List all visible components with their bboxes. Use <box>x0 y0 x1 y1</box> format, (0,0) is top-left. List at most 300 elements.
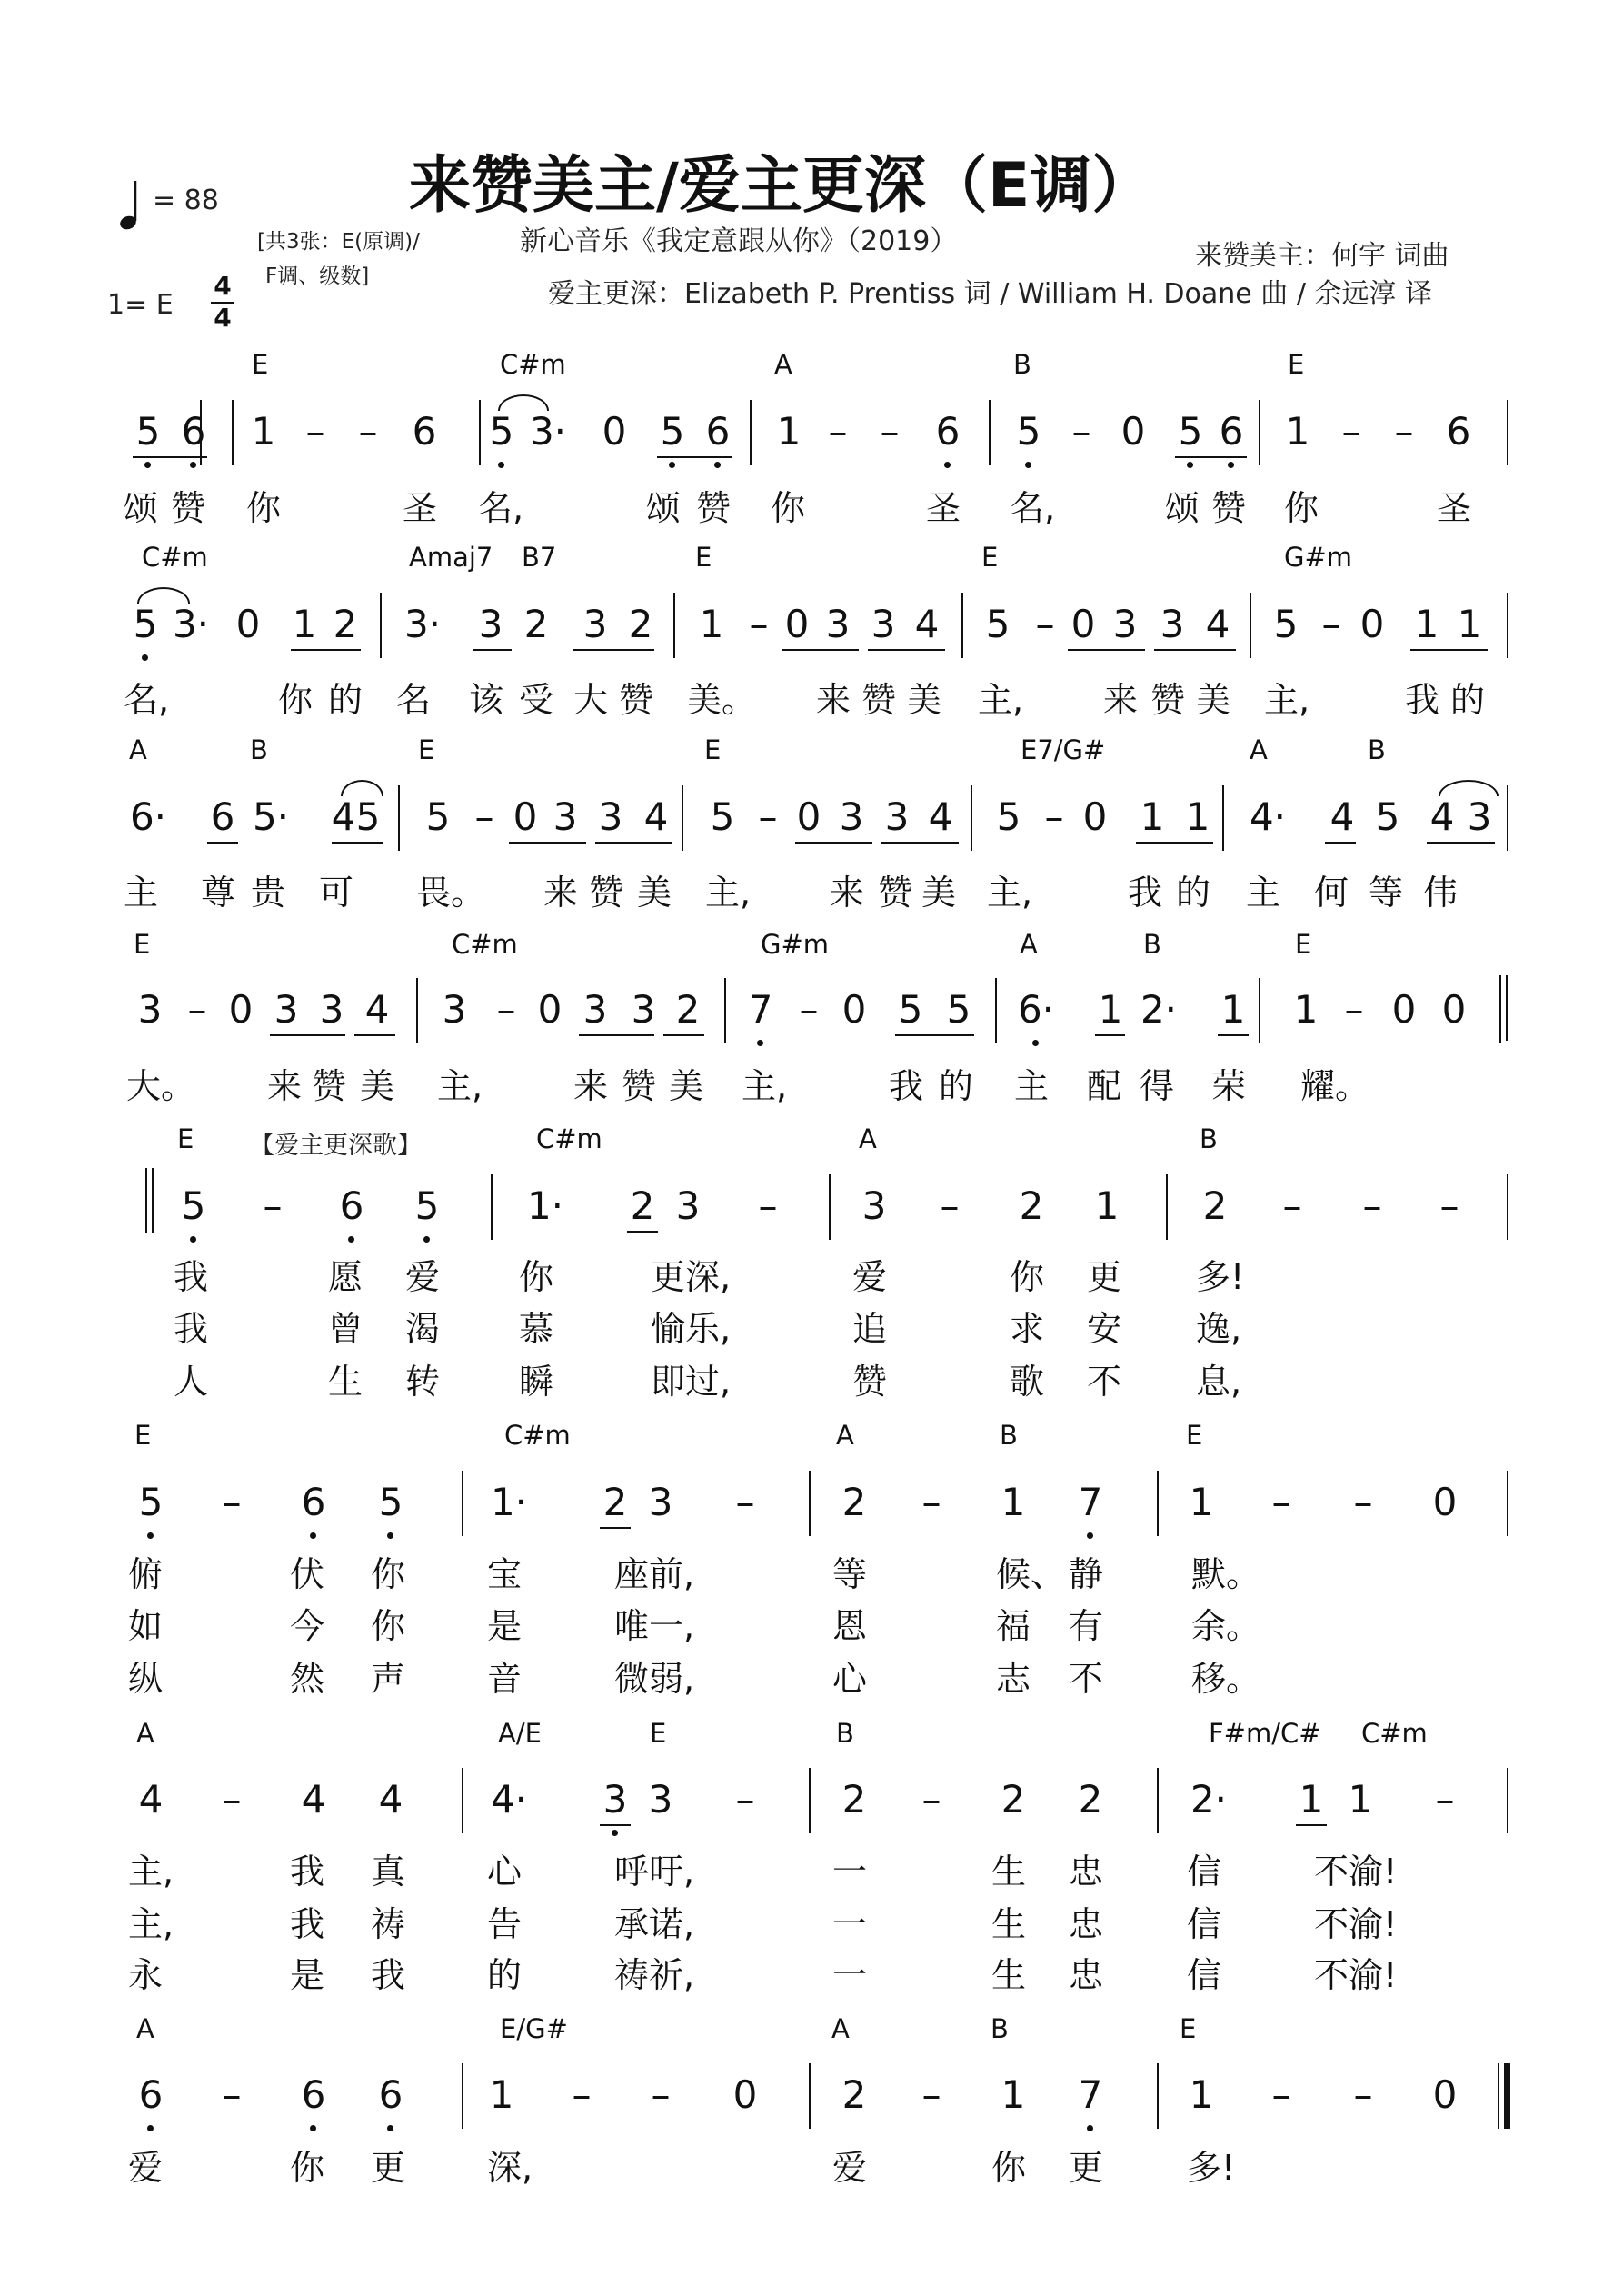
low-octave-dot <box>498 462 504 468</box>
lyric-syllable: 的 <box>1450 680 1486 720</box>
beam-underline <box>1175 456 1247 458</box>
tie-slur <box>137 587 190 604</box>
jianpu-note: 4 <box>331 794 356 839</box>
lyric-syllable: 瞬 <box>519 1362 554 1402</box>
beam-underline <box>627 1231 658 1233</box>
barline <box>1157 1471 1159 1536</box>
jianpu-note: 5 <box>985 602 1011 646</box>
jianpu-note: 5· <box>252 794 290 839</box>
jianpu-note: 5 <box>425 794 451 839</box>
first-system-start-bar <box>232 400 234 465</box>
lyric-syllable: 美 <box>1196 680 1231 720</box>
jianpu-note: 1 <box>1140 794 1165 839</box>
lyric-syllable: 来 <box>267 1066 303 1106</box>
lyric-syllable: 赞 <box>696 488 732 528</box>
lyric-syllable: 赞 <box>1211 488 1247 528</box>
jianpu-note: 1 <box>776 409 802 454</box>
jianpu-note: 3 <box>582 987 608 1032</box>
chord-symbol: A/E <box>498 1718 542 1749</box>
jianpu-note: 3 <box>631 987 656 1032</box>
jianpu-note: 3 <box>675 1183 701 1228</box>
jianpu-note: 4 <box>301 1777 326 1822</box>
jianpu-note: 3 <box>1112 602 1138 646</box>
lyric-syllable: 赞 <box>171 488 206 528</box>
lyric-syllable: 纵 <box>128 1659 164 1699</box>
jianpu-note: 6 <box>210 794 235 839</box>
jianpu-note: 1 <box>1299 1777 1324 1822</box>
lyric-syllable: 默。 <box>1191 1554 1261 1594</box>
jianpu-note: 0 <box>1120 409 1146 454</box>
chord-symbol: E <box>134 1420 152 1451</box>
jianpu-note: 5 <box>1375 794 1400 839</box>
jianpu-note: – <box>1071 409 1091 454</box>
jianpu-note: 0 <box>1391 987 1417 1032</box>
chord-symbol: E <box>704 734 722 765</box>
lyric-syllable: 你 <box>290 2148 325 2188</box>
lyric-syllable: 追 <box>852 1309 888 1349</box>
jianpu-note: – <box>651 2072 671 2117</box>
jianpu-note: 4 <box>1205 602 1230 646</box>
low-octave-dot <box>190 1236 196 1243</box>
jianpu-note: 2 <box>602 1480 628 1524</box>
low-octave-dot <box>310 1532 316 1539</box>
chord-symbol: G#m <box>761 929 830 960</box>
chord-symbol: A <box>859 1123 877 1154</box>
jianpu-note: 1 <box>292 602 317 646</box>
jianpu-note: 2 <box>675 987 701 1032</box>
jianpu-note: 2 <box>1001 1777 1026 1822</box>
low-octave-dot <box>142 654 148 661</box>
lyric-syllable: 等 <box>832 1554 868 1594</box>
barline <box>1259 400 1260 465</box>
jianpu-note: 4 <box>643 794 669 839</box>
lyric-syllable: 安 <box>1087 1309 1122 1349</box>
lyric-syllable: 我 <box>371 1955 406 1995</box>
lyric-syllable: 你 <box>1010 1257 1045 1297</box>
jianpu-note: 2 <box>1202 1183 1228 1228</box>
chord-symbol: A <box>774 349 792 380</box>
chord-symbol: B <box>1000 1420 1018 1451</box>
jianpu-note: 0 <box>1082 794 1108 839</box>
beam-underline <box>1410 649 1488 651</box>
jianpu-note: 6 <box>1219 409 1244 454</box>
lyric-syllable: 一 <box>832 1852 868 1892</box>
lyric-syllable: 主, <box>978 680 1024 720</box>
lyric-syllable: 曾 <box>328 1309 363 1349</box>
chord-symbol: B <box>1143 929 1161 960</box>
barline <box>1499 978 1501 1043</box>
jianpu-note: 1· <box>490 1480 528 1524</box>
jianpu-note: 0 <box>732 2072 758 2117</box>
chord-symbol: G#m <box>1284 542 1353 573</box>
chord-symbol: E <box>252 349 269 380</box>
jianpu-note: – <box>474 794 494 839</box>
lyric-syllable: 我 <box>889 1066 924 1106</box>
jianpu-note: 3 <box>839 794 864 839</box>
barline <box>1166 1174 1168 1240</box>
section-start-double-bar <box>145 1168 147 1233</box>
jianpu-note: – <box>880 409 900 454</box>
jianpu-note: – <box>1353 2072 1373 2117</box>
lyric-syllable: 息, <box>1196 1362 1242 1402</box>
lyric-syllable: 多! <box>1187 2148 1236 2188</box>
beam-underline <box>1154 649 1236 651</box>
jianpu-note: 2· <box>1190 1777 1228 1822</box>
sheet-note-line2: F调、级数] <box>265 265 370 288</box>
lyric-syllable: 我 <box>290 1852 325 1892</box>
jianpu-note: 6· <box>1017 987 1055 1032</box>
lyric-syllable: 如 <box>128 1606 164 1646</box>
low-octave-dot <box>1087 2125 1093 2131</box>
lyric-syllable: 耀。 <box>1300 1066 1370 1106</box>
lyric-syllable: 今 <box>290 1606 325 1646</box>
credit-praise-song: 来赞美主：何宇 词曲 <box>1195 240 1449 272</box>
beam-underline <box>1136 842 1213 844</box>
lyric-syllable: 名, <box>1010 488 1056 528</box>
jianpu-note: 3 <box>319 987 344 1032</box>
beam-underline <box>354 1034 395 1036</box>
lyric-syllable: 心 <box>487 1852 523 1892</box>
jianpu-note: – <box>358 409 378 454</box>
lyric-syllable: 信 <box>1187 1955 1222 1995</box>
jianpu-note: 0 <box>537 987 563 1032</box>
jianpu-note: – <box>496 987 516 1032</box>
lyric-syllable: 来 <box>816 680 851 720</box>
lyric-syllable: 贵 <box>251 873 286 913</box>
jianpu-note: 1 <box>1189 2072 1214 2117</box>
lyric-syllable: 是 <box>487 1606 523 1646</box>
lyric-syllable: 你 <box>519 1257 554 1297</box>
beam-underline <box>579 1034 654 1036</box>
lyric-syllable: 信 <box>1187 1904 1222 1944</box>
lyric-syllable: 主, <box>128 1904 174 1944</box>
lyric-syllable: 赞 <box>589 873 624 913</box>
beam-underline <box>1427 842 1495 844</box>
beam-underline <box>868 649 945 651</box>
chord-symbol: B <box>1013 349 1031 380</box>
jianpu-note: 1 <box>1220 987 1246 1032</box>
lyric-syllable: 深, <box>487 2148 533 2188</box>
song-title: 来赞美主/爱主更深（E调） <box>409 150 1154 222</box>
jianpu-note: 6 <box>1446 409 1471 454</box>
tie-slur <box>498 394 549 411</box>
lyric-syllable: 慕 <box>519 1309 554 1349</box>
jianpu-note: 6 <box>705 409 731 454</box>
lyric-syllable: 微弱, <box>614 1659 695 1699</box>
jianpu-note: 5 <box>378 1480 403 1524</box>
beam-underline <box>1218 1034 1249 1036</box>
jianpu-note: 5 <box>1273 602 1299 646</box>
lyric-syllable: 美 <box>669 1066 704 1106</box>
jianpu-note: 2 <box>1078 1777 1103 1822</box>
lyric-syllable: 美 <box>921 873 957 913</box>
chord-symbol: C#m <box>504 1420 571 1451</box>
jianpu-note: – <box>1282 1183 1302 1228</box>
lyric-syllable: 颂 <box>1165 488 1200 528</box>
jianpu-note: 1 <box>1001 1480 1026 1524</box>
quarter-note-icon <box>118 177 145 235</box>
jianpu-note: 1 <box>1189 1480 1214 1524</box>
jianpu-note: 3· <box>403 602 442 646</box>
lyric-syllable: 主, <box>742 1066 788 1106</box>
lyric-syllable: 我 <box>1405 680 1440 720</box>
barline <box>416 978 418 1043</box>
jianpu-note: 6 <box>412 409 437 454</box>
lyric-syllable: 更深, <box>651 1257 732 1297</box>
barline <box>750 400 752 465</box>
lyric-syllable: 你 <box>771 488 806 528</box>
low-octave-dot <box>423 1236 430 1243</box>
low-octave-dot <box>1025 462 1031 468</box>
barline <box>971 785 972 851</box>
low-octave-dot <box>1187 462 1193 468</box>
barline <box>1507 593 1508 658</box>
lyric-syllable: 然 <box>290 1659 325 1699</box>
beam-underline <box>595 842 672 844</box>
lyric-syllable: 祷 <box>371 1904 406 1944</box>
jianpu-note: 6 <box>339 1183 364 1228</box>
jianpu-note: 6 <box>301 2072 326 2117</box>
barline <box>1507 1471 1508 1536</box>
lyric-syllable: 心 <box>832 1659 868 1699</box>
lyric-syllable: 我 <box>290 1904 325 1944</box>
jianpu-note: – <box>263 1183 283 1228</box>
low-octave-dot <box>944 462 951 468</box>
lyric-syllable: 赞 <box>861 680 897 720</box>
jianpu-note: 1 <box>1293 987 1319 1032</box>
chord-symbol: A <box>129 734 147 765</box>
jianpu-note: 4 <box>378 1777 403 1822</box>
jianpu-note: 4· <box>490 1777 528 1822</box>
barline <box>809 1471 811 1536</box>
beam-underline <box>782 649 859 651</box>
lyric-syllable: 名 <box>396 680 432 720</box>
lyric-syllable: 静 <box>1069 1554 1104 1594</box>
jianpu-note: 4 <box>928 794 953 839</box>
lyric-syllable: 音 <box>487 1659 523 1699</box>
beam-underline <box>1296 1824 1327 1826</box>
low-octave-dot <box>387 2125 393 2131</box>
lyric-syllable: 的 <box>487 1955 523 1995</box>
beam-underline <box>1095 1034 1125 1036</box>
jianpu-note: 3 <box>274 987 299 1032</box>
jianpu-note: 0 <box>602 409 627 454</box>
lyric-syllable: 不渝! <box>1314 1955 1398 1995</box>
lyric-syllable: 圣 <box>926 488 961 528</box>
lyric-syllable: 主, <box>437 1066 483 1106</box>
jianpu-note: 3 <box>137 987 163 1032</box>
jianpu-note: – <box>735 1480 755 1524</box>
barline <box>1250 593 1251 658</box>
lyric-syllable: 来 <box>573 1066 609 1106</box>
jianpu-note: 4· <box>1249 794 1287 839</box>
jianpu-note: 0 <box>1432 1480 1458 1524</box>
lyric-syllable: 圣 <box>1437 488 1472 528</box>
jianpu-note: – <box>1271 2072 1291 2117</box>
refrain-end-double-bar <box>1506 975 1508 1041</box>
jianpu-note: 5 <box>1016 409 1041 454</box>
jianpu-note: – <box>758 1183 778 1228</box>
jianpu-note: 3 <box>871 602 896 646</box>
beam-underline <box>600 1527 631 1529</box>
lyric-syllable: 美 <box>907 680 942 720</box>
beam-underline <box>1325 842 1356 844</box>
lyric-syllable: 生 <box>991 1955 1027 1995</box>
lyric-syllable: 你 <box>278 680 314 720</box>
barline <box>1507 1768 1508 1833</box>
lyric-syllable: 可 <box>319 873 354 913</box>
lyric-syllable: 的 <box>1176 873 1211 913</box>
chord-symbol: E <box>177 1123 194 1154</box>
lyric-syllable: 移。 <box>1191 1659 1261 1699</box>
jianpu-note: 5 <box>996 794 1021 839</box>
lyric-syllable: 愉乐, <box>651 1309 732 1349</box>
beam-underline <box>291 649 361 651</box>
jianpu-note: 0 <box>228 987 254 1032</box>
jianpu-note: – <box>1321 602 1341 646</box>
lyric-syllable: 爱 <box>405 1257 441 1297</box>
barline <box>398 785 400 851</box>
chord-symbol: C#m <box>142 542 208 573</box>
lyric-syllable: 的 <box>328 680 363 720</box>
lyric-syllable: 恩 <box>832 1606 868 1646</box>
lyric-syllable: 赞 <box>1150 680 1186 720</box>
jianpu-note: – <box>572 2072 592 2117</box>
chord-symbol: A <box>1250 734 1268 765</box>
jianpu-note: – <box>1344 987 1364 1032</box>
barline <box>462 1471 463 1536</box>
jianpu-note: 2 <box>841 1480 867 1524</box>
lyric-syllable: 来 <box>830 873 865 913</box>
jianpu-note: 3 <box>825 602 851 646</box>
jianpu-note: 5 <box>489 409 514 454</box>
lyric-syllable: 主 <box>1246 873 1281 913</box>
beam-underline <box>473 649 512 651</box>
credit-more-love: 爱主更深：Elizabeth P. Prentiss 词 / William H. Doane 曲 / 余远淳 译 <box>548 278 1432 310</box>
jianpu-note: 1 <box>1414 602 1439 646</box>
jianpu-note: 3 <box>478 602 503 646</box>
lyric-syllable: 你 <box>991 2148 1027 2188</box>
chord-symbol: B7 <box>522 542 557 573</box>
lyric-syllable: 愿 <box>328 1257 363 1297</box>
jianpu-note: 1 <box>1285 409 1310 454</box>
low-octave-dot <box>310 2125 316 2131</box>
beam-underline <box>600 1824 631 1826</box>
lyric-syllable: 配 <box>1087 1066 1122 1106</box>
lyric-syllable: 志 <box>996 1659 1031 1699</box>
lyric-syllable: 主, <box>1264 680 1310 720</box>
low-octave-dot <box>387 1532 393 1539</box>
beam-underline <box>1068 649 1145 651</box>
jianpu-note: 1· <box>526 1183 564 1228</box>
jianpu-note: 5 <box>414 1183 440 1228</box>
lyric-syllable: 大 <box>573 680 609 720</box>
tempo-marking: = 88 <box>153 185 219 216</box>
jianpu-note: 3 <box>553 794 578 839</box>
jianpu-note: – <box>305 409 325 454</box>
barline <box>995 978 997 1043</box>
jianpu-note: – <box>1341 409 1361 454</box>
lyric-syllable: 名, <box>124 680 170 720</box>
beam-underline <box>207 842 238 844</box>
chord-symbol: Amaj7 <box>409 542 493 573</box>
lyric-syllable: 来 <box>1103 680 1139 720</box>
jianpu-note: 1 <box>1185 794 1210 839</box>
jianpu-note: 4 <box>914 602 940 646</box>
chord-symbol: E <box>418 734 435 765</box>
lyric-syllable: 候、 <box>996 1554 1066 1594</box>
chord-symbol: E <box>1186 1420 1203 1451</box>
chord-symbol: E/G# <box>500 2013 568 2044</box>
jianpu-note: – <box>735 1777 755 1822</box>
low-octave-dot <box>348 1236 354 1243</box>
lyric-syllable: 我 <box>174 1257 209 1297</box>
lyric-syllable: 尊 <box>201 873 236 913</box>
low-octave-dot <box>669 462 675 468</box>
barline <box>809 1768 811 1833</box>
chord-symbol: E <box>695 542 712 573</box>
chord-symbol: C#m <box>536 1123 602 1154</box>
jianpu-note: 6 <box>138 2072 164 2117</box>
jianpu-note: 6 <box>301 1480 326 1524</box>
barline <box>961 593 963 658</box>
jianpu-note: 4 <box>1329 794 1355 839</box>
jianpu-note: 6 <box>935 409 961 454</box>
chord-symbol: E <box>1295 929 1312 960</box>
chord-symbol: A <box>836 1420 854 1451</box>
jianpu-note: 0 <box>784 602 810 646</box>
lyric-syllable: 该 <box>469 680 504 720</box>
jianpu-note: 4 <box>364 987 390 1032</box>
low-octave-dot <box>147 1532 154 1539</box>
jianpu-note: – <box>921 2072 941 2117</box>
jianpu-note: 7 <box>1078 1480 1103 1524</box>
beam-underline <box>332 842 383 844</box>
jianpu-note: 2 <box>630 1183 655 1228</box>
barline <box>462 1768 463 1833</box>
lyric-syllable: 我 <box>174 1309 209 1349</box>
lyric-syllable: 来 <box>543 873 579 913</box>
lyric-syllable: 俯 <box>128 1554 164 1594</box>
jianpu-note: – <box>1362 1183 1382 1228</box>
barline <box>1507 400 1508 465</box>
lyric-syllable: 何 <box>1314 873 1349 913</box>
jianpu-note: 5 <box>660 409 685 454</box>
lyric-syllable: 真 <box>371 1852 406 1892</box>
low-octave-dot <box>1228 462 1234 468</box>
barline <box>491 1174 493 1240</box>
low-octave-dot <box>757 1040 763 1046</box>
lyric-syllable: 得 <box>1140 1066 1175 1106</box>
jianpu-note: 3 <box>1467 794 1492 839</box>
jianpu-note: 1 <box>489 2072 514 2117</box>
lyric-syllable: 美。 <box>687 680 757 720</box>
jianpu-note: 1 <box>1094 1183 1120 1228</box>
jianpu-note: – <box>1394 409 1414 454</box>
chord-symbol: C#m <box>452 929 518 960</box>
low-octave-dot <box>612 1830 618 1836</box>
chord-symbol: B <box>250 734 268 765</box>
final-barline <box>1504 2063 1510 2129</box>
lyric-syllable: 不 <box>1087 1362 1122 1402</box>
jianpu-note: 0 <box>841 987 867 1032</box>
lyric-syllable: 主, <box>128 1852 174 1892</box>
lyric-syllable: 呼吁, <box>614 1852 695 1892</box>
lyric-syllable: 伟 <box>1423 873 1459 913</box>
lyric-syllable: 忠 <box>1069 1852 1104 1892</box>
jianpu-note: 3 <box>1160 602 1185 646</box>
lyric-syllable: 不渝! <box>1314 1852 1398 1892</box>
